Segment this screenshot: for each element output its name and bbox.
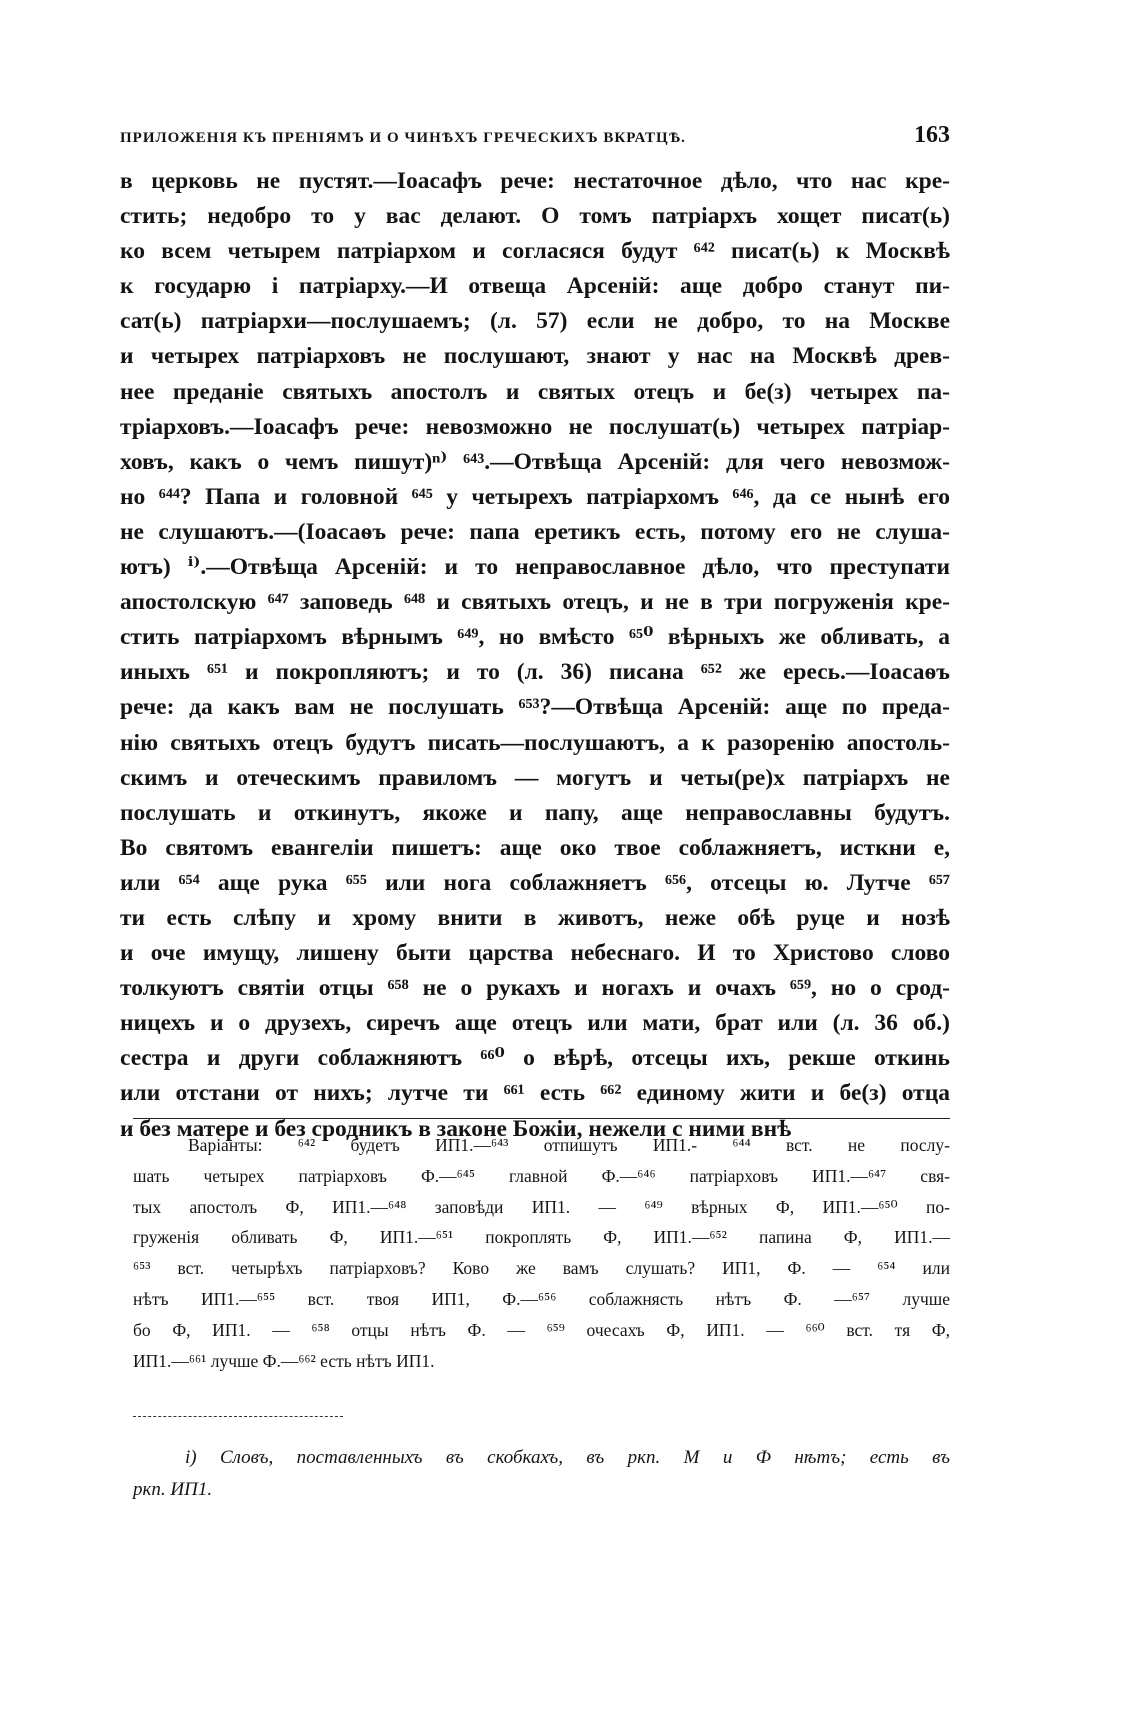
variant-line: шать четырех патріарховъ Ф.—⁶⁴⁵ главной Ф.—⁶⁴⁶ патріарховъ ИП1.—⁶⁴⁷ свя- xyxy=(133,1165,950,1186)
text-line: к государю і патріарху.—И отвеща Арсеній: аще добро станут пи- xyxy=(120,273,950,300)
text-line: апостолскую ⁶⁴⁷ заповедь ⁶⁴⁸ и святыхъ отецъ, и не в три погруженія кре- xyxy=(120,589,950,616)
text-line: нію святыхъ отецъ будутъ писать—послушаютъ, а к разоренію апостоль- xyxy=(120,729,950,756)
text-line: тріарховъ.—Іоасафъ рече: невозможно не послушат(ь) четырех патріар- xyxy=(120,413,950,440)
variants-apparatus xyxy=(133,1130,950,1376)
footnote-divider xyxy=(133,1118,950,1119)
text-line: стить патріархомъ вѣрнымъ ⁶⁴⁹, но вмѣсто ⁶⁵⁰ вѣрныхъ же обливать, а xyxy=(120,624,950,651)
text-line: и четырех патріарховъ не послушают, знают у нас на Москвѣ древ- xyxy=(120,343,950,370)
text-line: скимъ и отеческимъ правиломъ — могутъ и четы(ре)х патріархъ не xyxy=(120,764,950,791)
text-line: стить; недобро то у вас делают. О томъ патріархъ хощет писат(ь) xyxy=(120,203,950,230)
footnote xyxy=(133,1442,950,1506)
text-line: не слушаютъ.—(Іоасаѳъ рече: папа еретикъ есть, потому его не слуша- xyxy=(120,518,950,545)
text-line: сестра и други соблажняютъ ⁶⁶⁰ о вѣрѣ, отсецы ихъ, рекше откинь xyxy=(120,1045,950,1072)
text-line: и оче имущу, лишену быти царства небеснаго. И то Христово слово xyxy=(120,940,950,967)
text-line: ко всем четырем патріархом и согласяся будут ⁶⁴² писат(ь) к Москвѣ xyxy=(120,238,950,265)
text-line: ти есть слѣпу и хрому внити в животъ, неже обѣ руце и нозѣ xyxy=(120,904,950,931)
variant-line: бо Ф, ИП1. — ⁶⁵⁸ отцы нѣтъ Ф. — ⁶⁵⁹ очесахъ Ф, ИП1. — ⁶⁶⁰ вст. тя Ф, xyxy=(133,1319,950,1340)
page-header xyxy=(120,122,950,149)
text-line: иныхъ ⁶⁵¹ и покропляютъ; и то (л. 36) писана ⁶⁵² же ересь.—Іоасаѳъ xyxy=(120,659,950,686)
text-line: послушать и откинутъ, якоже и папу, аще неправославны будутъ. xyxy=(120,799,950,826)
text-line: или ⁶⁵⁴ аще рука ⁶⁵⁵ или нога соблажняетъ ⁶⁵⁶, отсецы ю. Лутче ⁶⁵⁷ xyxy=(120,869,950,896)
footnote-rule xyxy=(133,1416,343,1417)
text-line: или отстани от нихъ; лутче ти ⁶⁶¹ есть ⁶⁶² единому жити и бе(з) отца xyxy=(120,1080,950,1107)
running-head: ПРИЛОЖЕНІЯ КЪ ПРЕНІЯМЪ И О ЧИНѢХЪ ГРЕЧЕСКИХЪ ВКРАТЦѢ. xyxy=(120,130,686,146)
footnote-line: ркп. ИП1. xyxy=(133,1479,213,1500)
text-line: ховъ, какъ о чемъ пишут)ⁿ⁾ ⁶⁴³.—Отвѣща Арсеній: для чего невозмож- xyxy=(120,448,950,475)
text-line: ницехъ и о друзехъ, сиречъ аще отецъ или мати, брат или (л. 36 об.) xyxy=(120,1010,950,1037)
variant-line: тых апостолъ Ф, ИП1.—⁶⁴⁸ заповѣди ИП1. — ⁶⁴⁹ вѣрных Ф, ИП1.—⁶⁵⁰ по- xyxy=(133,1196,950,1217)
text-line: но ⁶⁴⁴? Папа и головной ⁶⁴⁵ у четырехъ патріархомъ ⁶⁴⁶, да се нынѣ его xyxy=(120,483,950,510)
variant-line: Варіанты: ⁶⁴² будетъ ИП1.—⁶⁴³ отпишутъ ИП1.- ⁶⁴⁴ вст. не послу- xyxy=(188,1135,950,1155)
variant-line: нѣтъ ИП1.—⁶⁵⁵ вст. твоя ИП1, Ф.—⁶⁵⁶ соблажнясть нѣтъ Ф. —⁶⁵⁷ лучше xyxy=(133,1288,950,1309)
footnote-line: i) Словъ, поставленныхъ въ скобкахъ, въ ркп. М и Ф нѣтъ; есть въ xyxy=(185,1447,950,1468)
text-line: Во святомъ евангеліи пишетъ: аще око твое соблажняетъ, иcткни е, xyxy=(120,834,950,861)
text-line: нее преданіе святыхъ апостолъ и святых отецъ и бе(з) четырех па- xyxy=(120,378,950,405)
main-text xyxy=(120,164,950,1147)
page-number: 163 xyxy=(914,122,950,148)
text-line: ютъ) ⁱ⁾.—Отвѣща Арсеній: и то неправославное дѣло, что преступати xyxy=(120,554,950,581)
text-line: в церковь не пустят.—Іоасафъ рече: нестаточное дѣло, что нас кре- xyxy=(120,168,950,194)
variant-line: груженія обливать Ф, ИП1.—⁶⁵¹ покроплять Ф, ИП1.—⁶⁵² папина Ф, ИП1.— xyxy=(133,1227,950,1248)
text-line: сат(ь) патріархи—послушаемъ; (л. 57) если не добро, то на Москве xyxy=(120,308,950,335)
variant-line: ⁶⁵³ вст. четырѣхъ патріарховъ? Ково же вамъ слушать? ИП1, Ф. — ⁶⁵⁴ или xyxy=(133,1258,950,1279)
variant-line: ИП1.—⁶⁶¹ лучше Ф.—⁶⁶² есть нѣтъ ИП1. xyxy=(133,1350,435,1371)
text-line: толкуютъ святіи отцы ⁶⁵⁸ не о рукахъ и ногахъ и очахъ ⁶⁵⁹, но о срод- xyxy=(120,975,950,1002)
text-line: рече: да какъ вам не послушать ⁶⁵³?—Отвѣща Арсеній: аще по преда- xyxy=(120,694,950,721)
text-line: и без матере и без сродникъ в законе Божіи, нежели с ними внѣ xyxy=(120,1115,792,1142)
